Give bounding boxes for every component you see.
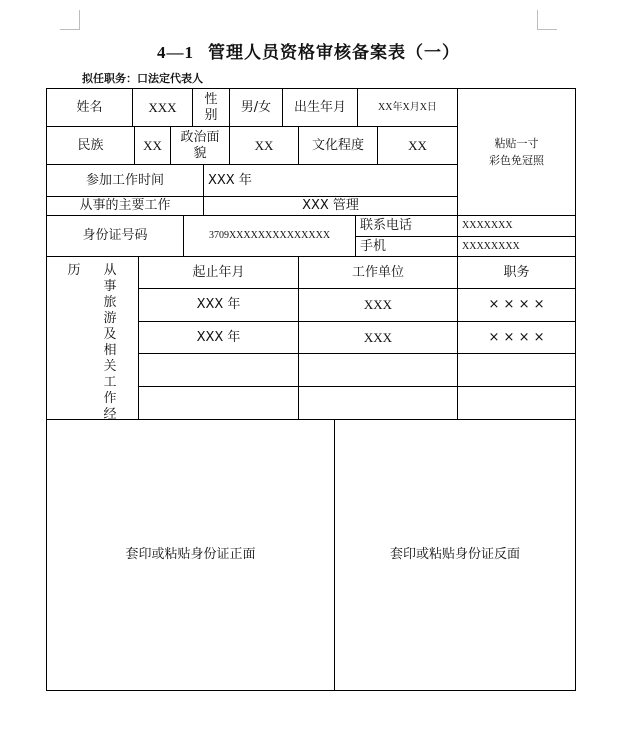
id-number-value: 3709XXXXXXXXXXXXXX [208, 230, 331, 241]
name-label: 姓名 [76, 99, 103, 115]
id-number-label: 身份证号码 [82, 228, 148, 243]
id-card-front-area: 套印或粘贴身份证正面 [125, 547, 256, 562]
mobile-value: XXXXXXXX [462, 240, 520, 252]
history-row-1-period: XXX 年 [196, 297, 241, 312]
history-vertical-label: 从事旅游及相关工作经 [103, 263, 117, 422]
main-work-label: 从事的主要工作 [79, 198, 171, 213]
position-subtitle: 拟任职务：口法定代表人 [82, 72, 203, 85]
phone-label: 联系电话 [360, 218, 413, 233]
political-status-value: XX [254, 137, 274, 153]
work-start-label: 参加工作时间 [85, 172, 164, 188]
history-row-3-employer [299, 354, 457, 386]
history-header-period: 起止年月 [192, 264, 245, 280]
gender-value: 男/女 [240, 99, 272, 115]
history-row-2-employer: XXX [363, 329, 393, 345]
name-value: XXX [148, 99, 177, 115]
title-number: 4—1 [157, 43, 194, 62]
photo-placeholder: 粘贴一寸 彩色免冠照 [489, 137, 544, 167]
history-row-1-position: × × × × [488, 297, 545, 312]
political-status-label: 政治面 貌 [180, 129, 220, 161]
gender-label: 性 别 [204, 91, 218, 123]
work-start-value: XXX 年 [208, 172, 252, 188]
education-value: XX [408, 137, 427, 153]
id-card-back-area: 套印或粘贴身份证反面 [389, 547, 520, 562]
history-row-4-position [458, 387, 575, 419]
history-row-2-position: × × × × [488, 329, 545, 345]
birth-value: XX年X月X日 [378, 101, 437, 113]
birth-label: 出生年月 [293, 99, 346, 115]
history-label: 历 [67, 263, 81, 278]
history-row-3-period [139, 354, 298, 386]
ethnicity-label: 民族 [77, 137, 104, 153]
history-header-position: 职务 [503, 264, 530, 280]
document-title [0, 38, 617, 63]
history-header-employer: 工作单位 [351, 264, 404, 280]
history-row-4-employer [299, 387, 457, 419]
history-row-2-period: XXX 年 [196, 329, 241, 345]
mobile-label: 手机 [360, 238, 387, 254]
main-work-value: XXX 管理 [302, 198, 359, 213]
education-label: 文化程度 [311, 137, 364, 153]
history-row-1-employer: XXX [363, 297, 393, 312]
history-row-3-position [458, 354, 575, 386]
phone-value: XXXXXXX [462, 220, 513, 231]
title-text: 管理人员资格审核备案表（一） [208, 43, 460, 63]
ethnicity-value: XX [143, 137, 162, 153]
history-row-4-period [139, 387, 298, 419]
